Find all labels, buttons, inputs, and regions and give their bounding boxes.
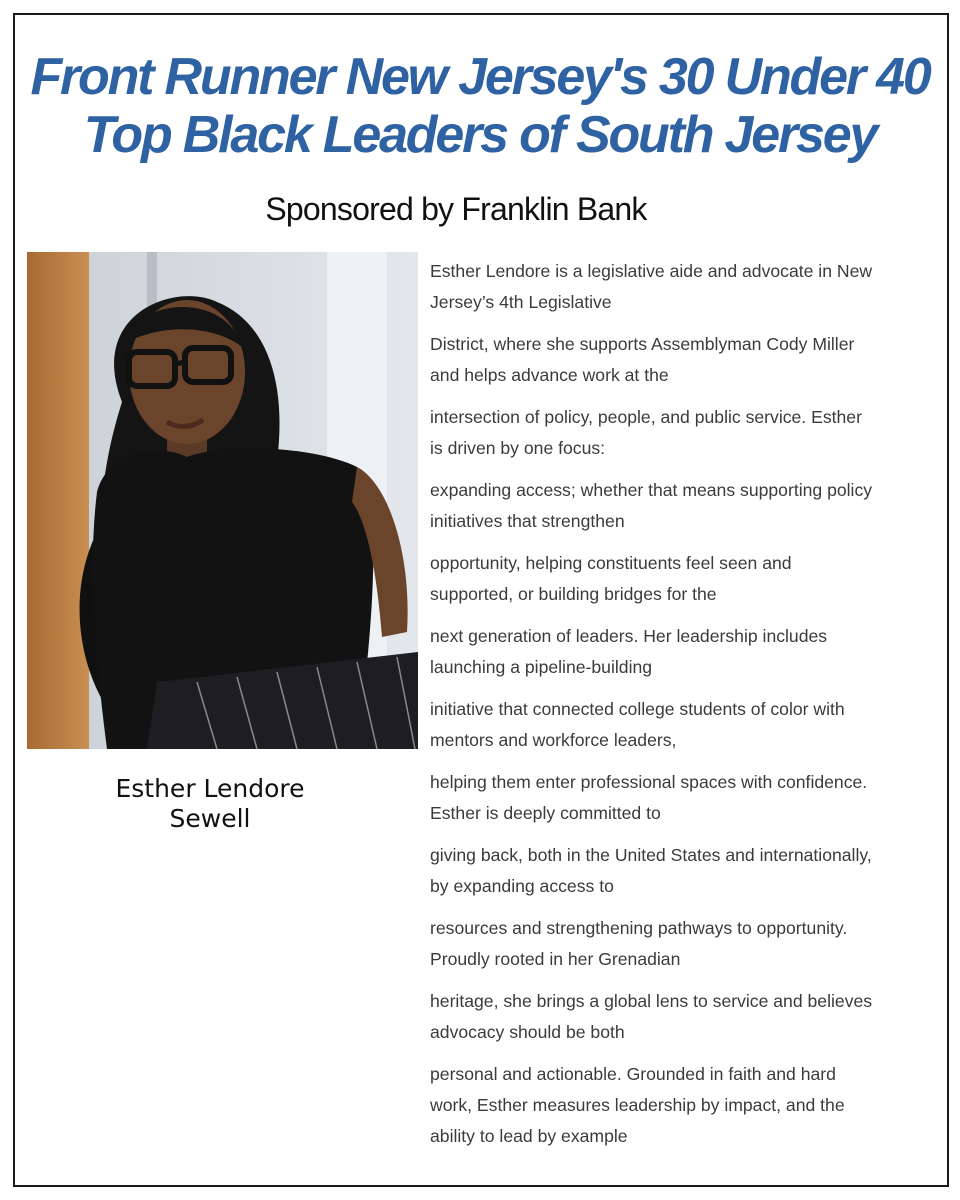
- bio-line: Esther is deeply committed to: [430, 803, 661, 823]
- bio-paragraph: [430, 402, 930, 464]
- bio-line: advocacy should be both: [430, 1022, 625, 1042]
- bio-line: opportunity, helping constituents feel seen and: [430, 553, 792, 573]
- bio-line: heritage, she brings a global lens to service and believes: [430, 991, 873, 1011]
- bio-paragraph: [430, 1059, 930, 1152]
- bio-paragraph: [430, 256, 930, 318]
- bio-paragraph: [430, 548, 930, 610]
- headline: [0, 48, 960, 164]
- bio-paragraph: [430, 986, 930, 1048]
- bio-line: District, where she supports Assemblyman Cody Miller: [430, 334, 855, 354]
- bio-line: and helps advance work at the: [430, 365, 669, 385]
- bio-line: initiative that connected college students of color with: [430, 699, 845, 719]
- bio-line: personal and actionable. Grounded in faith and hard: [430, 1064, 836, 1084]
- bio-text: [430, 256, 930, 1163]
- bio-line: supported, or building bridges for the: [430, 584, 717, 604]
- headline-line-2: Top Black Leaders of South Jersey: [83, 106, 877, 164]
- bio-line: Jersey’s 4th Legislative: [430, 292, 612, 312]
- portrait-photo: [27, 252, 418, 749]
- bio-line: helping them enter professional spaces with confidence.: [430, 772, 868, 792]
- bio-line: Esther Lendore is a legislative aide and advocate in New: [430, 261, 873, 281]
- bio-line: mentors and workforce leaders,: [430, 730, 677, 750]
- bio-line: work, Esther measures leadership by impact, and the: [430, 1095, 845, 1115]
- bio-line: is driven by one focus:: [430, 438, 606, 458]
- bio-line: initiatives that strengthen: [430, 511, 625, 531]
- bio-paragraph: [430, 694, 930, 756]
- bio-paragraph: [430, 840, 930, 902]
- profile-name: [27, 774, 393, 834]
- bio-line: expanding access; whether that means supporting policy: [430, 480, 873, 500]
- bio-line: giving back, both in the United States and internationally,: [430, 845, 872, 865]
- bio-line: Proudly rooted in her Grenadian: [430, 949, 681, 969]
- bio-paragraph: [430, 475, 930, 537]
- profile-name-line-1: Esther Lendore: [115, 774, 305, 803]
- bio-line: launching a pipeline-building: [430, 657, 653, 677]
- bio-paragraph: [430, 913, 930, 975]
- profile-name-line-2: Sewell: [169, 804, 251, 833]
- bio-paragraph: [430, 767, 930, 829]
- bio-paragraph: [430, 621, 930, 683]
- bio-paragraph: [430, 329, 930, 391]
- bio-line: intersection of policy, people, and public service. Esther: [430, 407, 862, 427]
- bio-line: by expanding access to: [430, 876, 614, 896]
- headline-line-1: Front Runner New Jersey's 30 Under 40: [30, 48, 930, 106]
- bio-line: next generation of leaders. Her leadership includes: [430, 626, 828, 646]
- bio-line: resources and strengthening pathways to opportunity.: [430, 918, 848, 938]
- sponsor-line: Sponsored by Franklin Bank: [265, 191, 647, 227]
- bio-line: ability to lead by example: [430, 1126, 628, 1146]
